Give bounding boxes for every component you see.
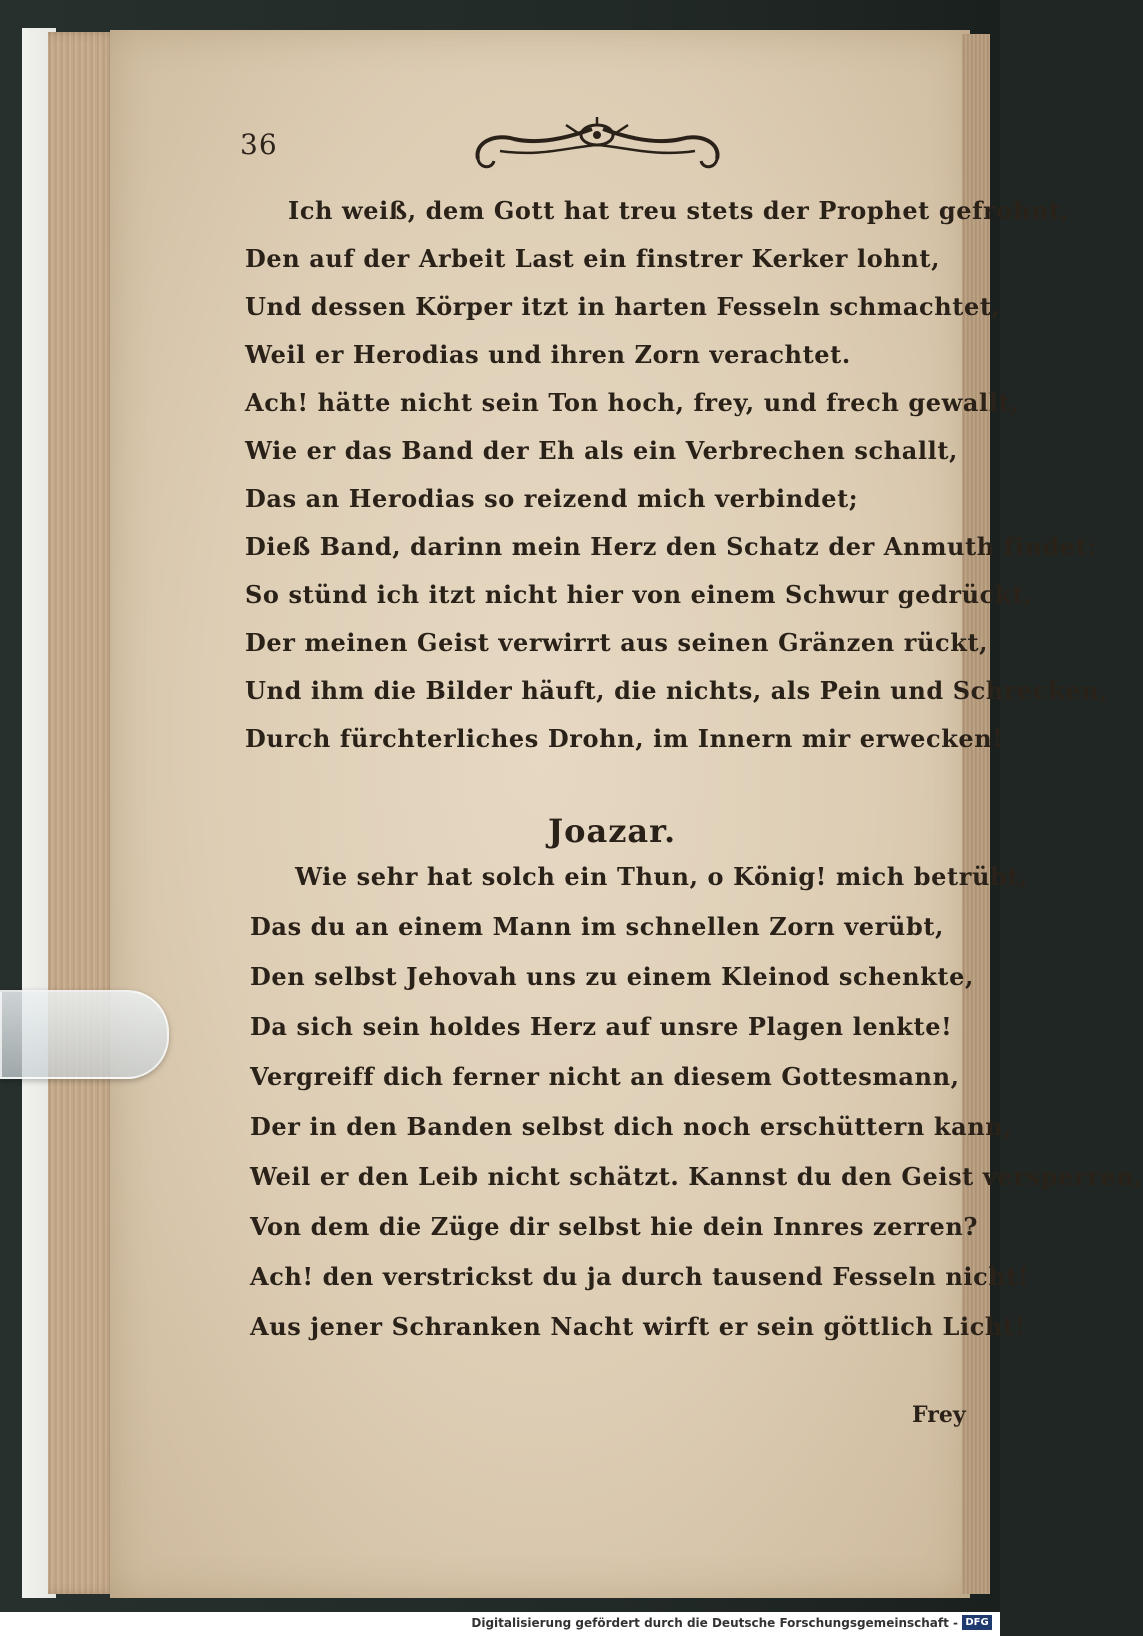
verse-line: Durch fürchterliches Drohn, im Innern mir erwecken! — [245, 724, 1004, 753]
speaker-name: Joazar. — [548, 812, 677, 850]
verse-line: Das du an einem Mann im schnellen Zorn verübt, — [250, 912, 944, 941]
verse-line: Weil er Herodias und ihren Zorn verachtet. — [245, 340, 851, 369]
book-page-edges-right — [962, 34, 990, 1594]
verse-line: Ich weiß, dem Gott hat treu stets der Prophet gefrohnt, — [288, 196, 1070, 225]
verse-line: Von dem die Züge dir selbst hie dein Innres zerren? — [250, 1212, 979, 1241]
verse-line: Und dessen Körper itzt in harten Fesseln schmachtet, — [245, 292, 1001, 321]
ornament-headpiece-icon — [470, 115, 725, 177]
verse-line: So stünd ich itzt nicht hier von einem Schwur gedrückt, — [245, 580, 1033, 609]
verse-line: Da sich sein holdes Herz auf unsre Plagen lenkte! — [250, 1012, 953, 1041]
verse-line: Und ihm die Bilder häuft, die nichts, als Pein und Schrecken, — [245, 676, 1109, 705]
verse-line: Vergreiff dich ferner nicht an diesem Gottesmann, — [250, 1062, 960, 1091]
verse-line: Weil er den Leib nicht schätzt. Kannst du den Geist versperren, — [250, 1162, 1143, 1191]
verse-line: Den auf der Arbeit Last ein finstrer Kerker lohnt, — [245, 244, 941, 273]
transparent-page-clip — [0, 990, 169, 1079]
verse-line: Aus jener Schranken Nacht wirft er sein göttlich Licht! — [250, 1312, 1026, 1341]
footer-credit: Digitalisierung gefördert durch die Deutsche Forschungsgemeinschaft - — [471, 1616, 958, 1630]
book-page-edges-left — [48, 32, 118, 1594]
verse-line: Wie er das Band der Eh als ein Verbrechen schallt, — [245, 436, 959, 465]
verse-line: Den selbst Jehovah uns zu einem Kleinod schenkte, — [250, 962, 974, 991]
verse-line: Das an Herodias so reizend mich verbindet; — [245, 484, 859, 513]
verse-line: Dieß Band, darinn mein Herz den Schatz der Anmuth findet: — [245, 532, 1097, 561]
page-number: 36 — [240, 128, 278, 161]
verse-line: Ach! hätte nicht sein Ton hoch, frey, und frech gewallt, — [245, 388, 1020, 417]
catchword: Frey — [912, 1402, 966, 1428]
dfg-logo: DFG — [962, 1615, 992, 1630]
verse-line: Der meinen Geist verwirrt aus seinen Gränzen rückt, — [245, 628, 989, 657]
verse-line: Ach! den verstrickst du ja durch tausend Fesseln nicht! — [250, 1262, 1030, 1291]
verse-line: Wie sehr hat solch ein Thun, o König! mich betrübt, — [295, 862, 1029, 891]
verse-line: Der in den Banden selbst dich noch erschüttern kann, — [250, 1112, 1013, 1141]
